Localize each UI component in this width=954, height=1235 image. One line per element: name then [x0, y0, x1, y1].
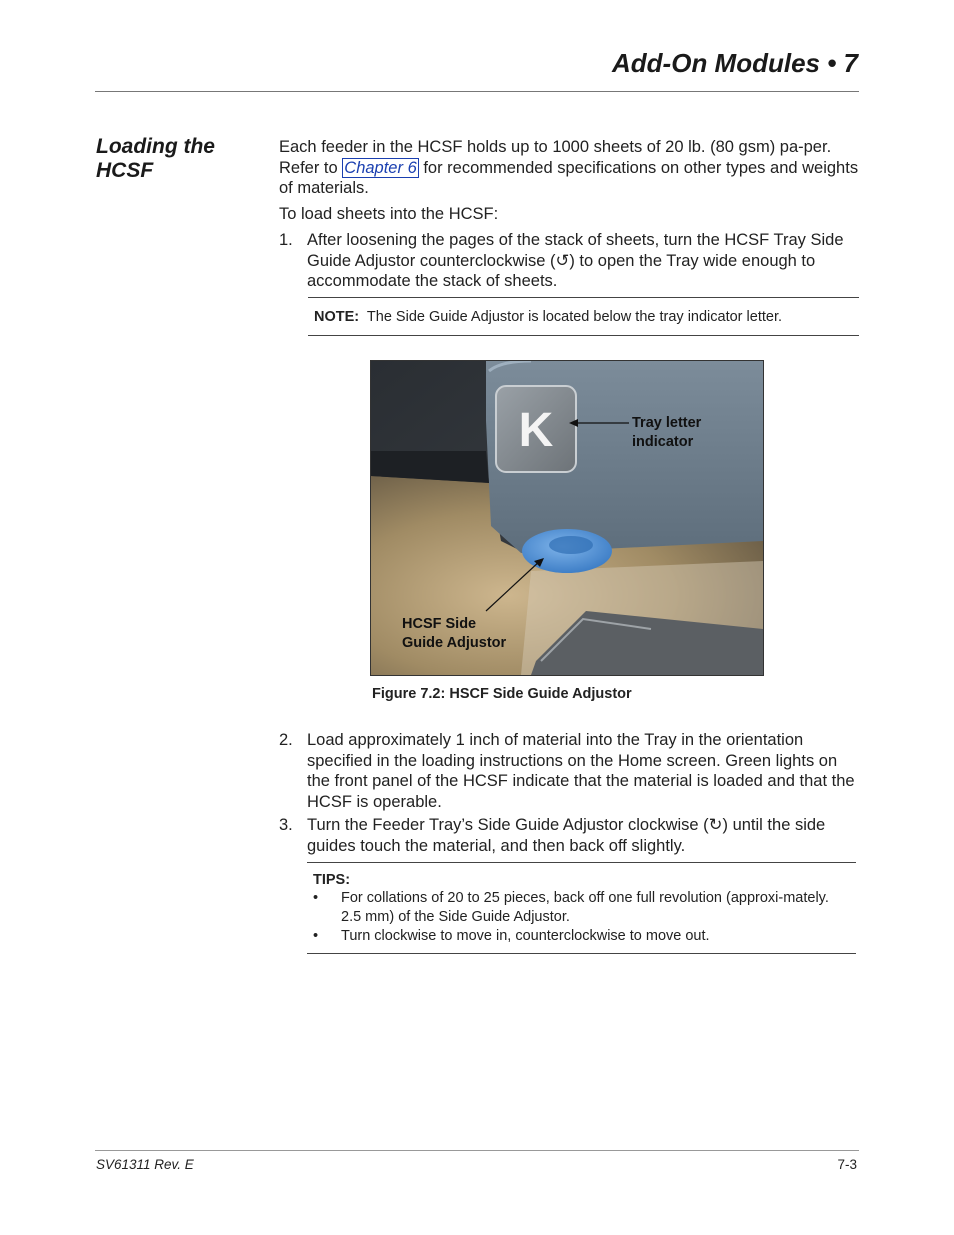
bullet: • — [313, 928, 319, 944]
tips-title: TIPS: — [313, 872, 351, 888]
chapter-6-link[interactable]: Chapter 6 — [344, 158, 417, 177]
tip-text: For collations of 20 to 25 pieces, back off one full revolution (approxi-mately. 2.5 mm) of the Side Guide Adjustor. — [341, 890, 829, 925]
figure-caption: Figure 7.2: HSCF Side Guide Adjustor — [372, 686, 632, 702]
lead-paragraph: To load sheets into the HCSF: — [279, 205, 499, 223]
adjustor-callout-label-1: HCSF Side — [402, 616, 477, 632]
bullet: • — [313, 890, 319, 906]
tray-callout-label-2: indicator — [632, 434, 694, 450]
tray-letter: K — [518, 404, 554, 457]
note-label: NOTE: — [314, 309, 360, 325]
step-text: After loosening the pages of the stack of sheets, turn the HCSF Tray Side Guide Adjustor counterclockwise (↺) to open the Tray wide enough to accommodate the stack of sheets. — [307, 231, 844, 290]
footer-divider — [95, 1150, 859, 1151]
document-id: SV61311 Rev. E — [96, 1157, 194, 1172]
section-heading: Loading the HCSF — [96, 135, 215, 182]
step-number: 1. — [279, 231, 293, 249]
chapter-title: Add-On Modules • 7 — [612, 48, 858, 78]
step-number: 2. — [279, 731, 293, 749]
intro-text-start: Each feeder in the HCSF holds up to 1000 sheets of 20 lb. (80 gsm) pa-per. Refer to — [279, 138, 832, 177]
header-divider — [95, 91, 859, 92]
page-number: 7-3 — [837, 1157, 857, 1172]
intro-text-end: for recommended specifications on other types and weights of materials. — [279, 158, 859, 197]
tip-text: Turn clockwise to move in, counterclockwise to move out. — [341, 928, 710, 944]
tips-box — [307, 862, 856, 954]
intro-paragraph — [279, 137, 859, 199]
tray-callout-label-1: Tray letter — [632, 415, 702, 431]
figure-side-guide-adjustor — [370, 360, 764, 676]
note-box — [308, 297, 859, 336]
knob-hub — [549, 536, 593, 554]
note-text: The Side Guide Adjustor is located below the tray indicator letter. — [366, 309, 782, 325]
figure-photo — [371, 361, 763, 675]
adjustor-callout-label-2: Guide Adjustor — [402, 635, 507, 651]
step-text: Turn the Feeder Tray’s Side Guide Adjustor clockwise (↻) until the side guides touch the material, and then back off slightly. — [307, 816, 826, 855]
step-text: Load approximately 1 inch of material into the Tray in the orientation specified in the loading instructions on the Home screen. Green lights on the front panel of the HCSF indicate that the material is loaded and that the HCSF is operable. — [307, 731, 855, 811]
step-number: 3. — [279, 816, 293, 834]
